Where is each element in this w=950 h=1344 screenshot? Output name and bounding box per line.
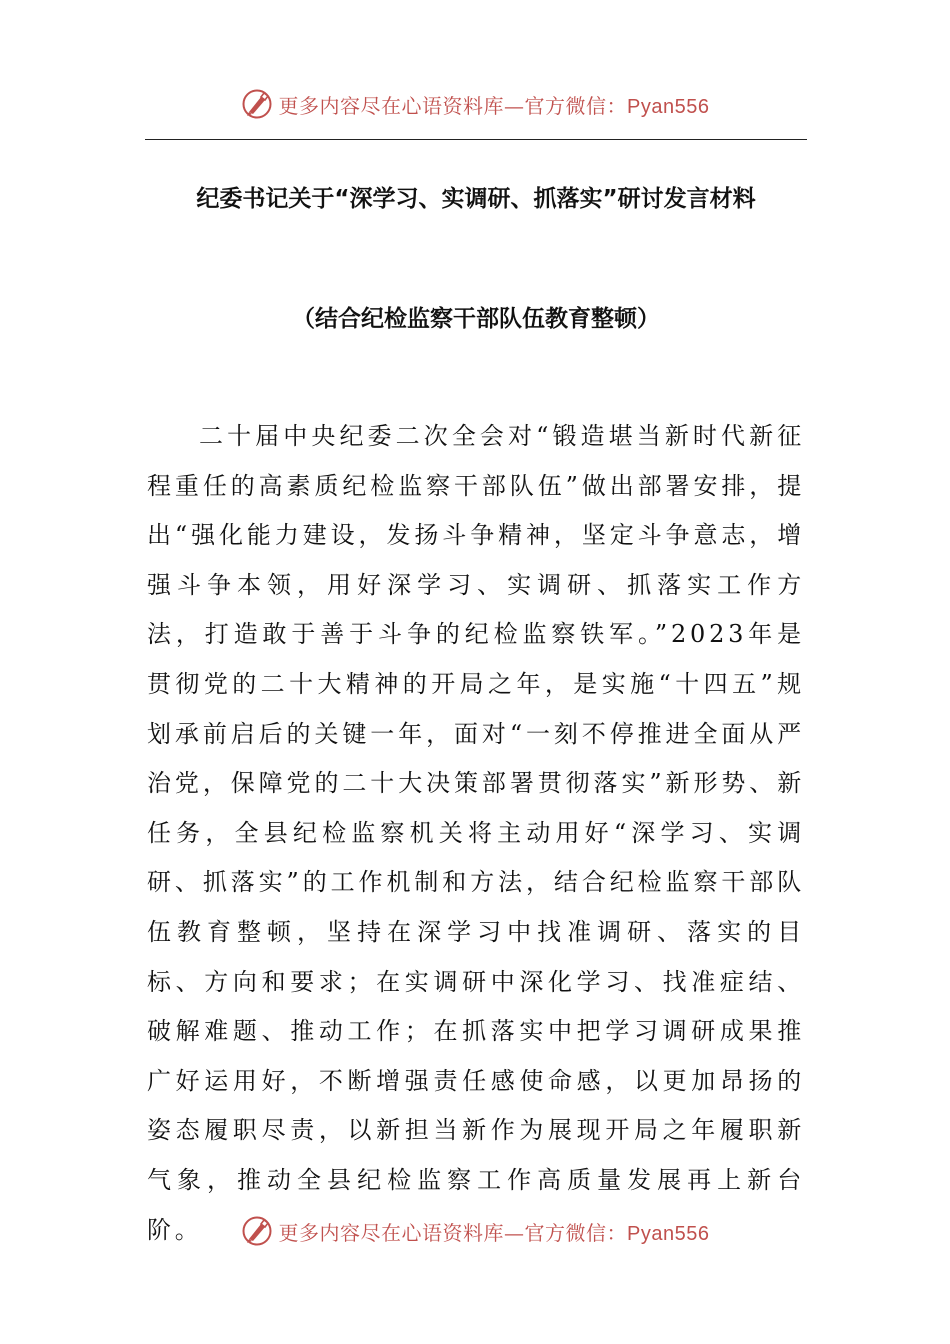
footer-wechat-id: Pyan556 [627, 1222, 710, 1245]
footer-watermark-text [279, 1217, 710, 1246]
header-watermark-text [279, 90, 710, 119]
footer-watermark-banner [0, 1211, 950, 1251]
header-watermark-main: 更多内容尽在心语资料库—官方微信： [278, 93, 628, 118]
footer-watermark-main: 更多内容尽在心语资料库—官方微信： [278, 1220, 628, 1245]
header-divider [145, 139, 807, 140]
document-title: 纪委书记关于“深学习、实调研、抓落实”研讨发言材料 [196, 186, 756, 212]
header-watermark-banner [0, 84, 950, 124]
pen-circle-logo-icon [241, 1215, 273, 1247]
pen-circle-logo-icon [241, 88, 273, 120]
body-paragraph: 二十届中央纪委二次全会对“锻造堪当新时代新征程重任的高素质纪检监察干部队伍”做出部署安排，提出“强化能力建设，发扬斗争精神，坚定斗争意志，增强斗争本领，用好深学习、实调研、抓落实工作方法，打造敢于善于斗争的纪检监察铁军。”2023年是贯彻党的二十大精神的开局之年，是实施“十四五”规划承前启后的关键一年，面对“一刻不停推进全面从严治党，保障党的二十大决策部署贯彻落实”新形势、新任务，全县纪检监察机关将主动用好“深学习、实调研、抓落实”的工作机制和方法，结合纪检监察干部队伍教育整顿，坚持在深学习中找准调研、落实的目标、方向和要求；在实调研中深化学习、找准症结、破解难题、推动工作；在抓落实中把学习调研成果推广好运用好，不断增强责任感使命感，以更加昂扬的姿态履职尽责，以新担当新作为展现开局之年履职新气象，推动全县纪检监察工作高质量发展再上新台阶。 [147, 422, 805, 1244]
document-subtitle: （结合纪检监察干部队伍教育整顿） [292, 306, 660, 332]
header-wechat-id: Pyan556 [627, 95, 710, 118]
